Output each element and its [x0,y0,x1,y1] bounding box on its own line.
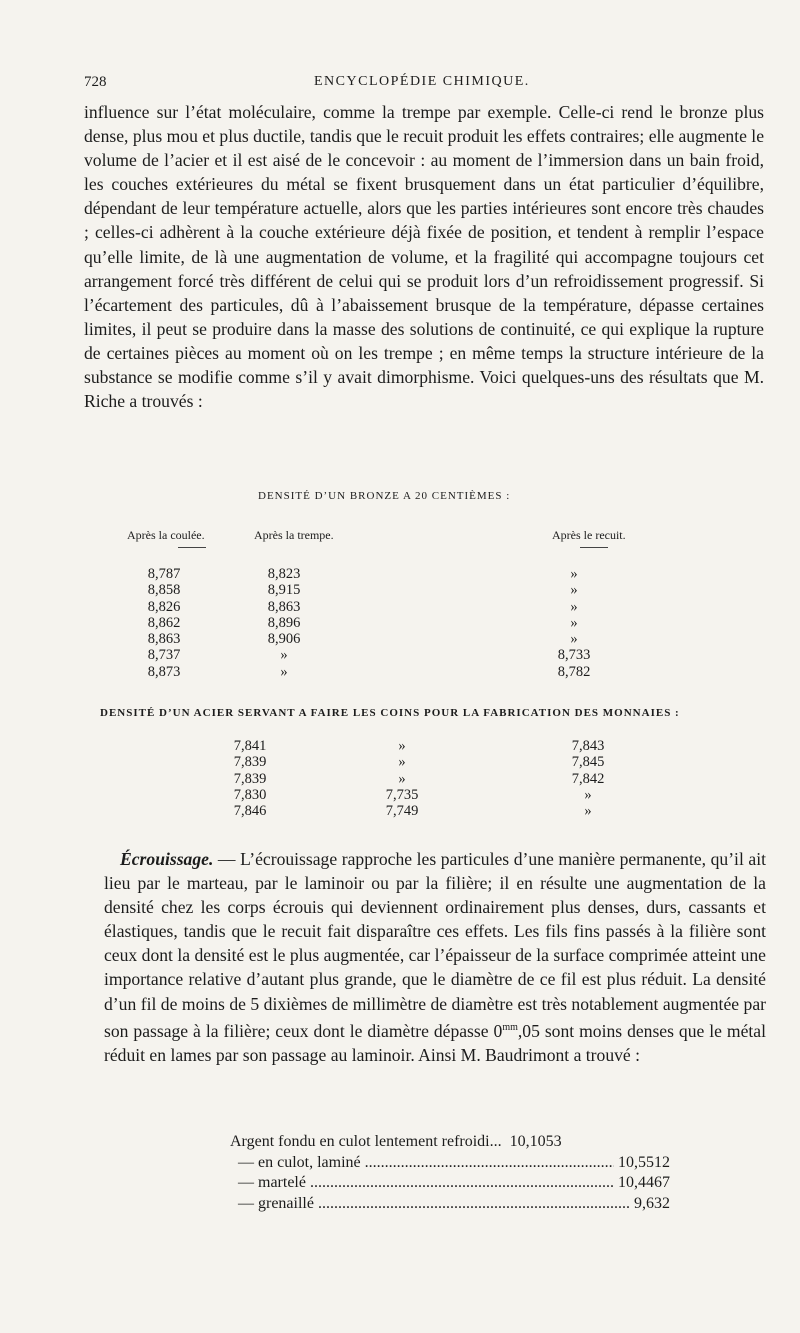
paragraph-text: — L’écrouissage rapproche les particules d’une manière permanente, qu’il ait lieu par le marteau, par le laminoir ou par la filière; il en résulte une augmentation de la densité chez les corps écrouis qui deviennent ordinairement plus denses, durs, cassants et élastiques, tandis que le recuit fait disparaître ces effets. Les fils fins passés à la filière sont ceux dont la densité est le plus augmentée, car l’épaisseur de la surface comprimée atteint une importance relative d’autant plus grande, que le diamètre de ce fil est plus réduit. La densité d’un fil de moins de 5 dixièmes de millimètre de diamètre est très notablement augmentée par son passage à la filière; ceux dont le diamètre dépasse 0 [104,849,766,1041]
table-cell: 8,915 [267,582,301,599]
entry-value: 10,5512 [618,1153,670,1171]
table-cell: 7,830 [233,786,267,803]
unit-superscript: mm [502,1021,518,1033]
entry-label: — en culot, laminé [238,1153,361,1171]
table-bronze-col-coulee [120,566,208,680]
table-cell: 8,787 [147,566,181,582]
entry-value: 9,632 [634,1194,670,1212]
table-cell: » [398,754,406,771]
table-acier-col3 [548,738,628,819]
entry-value: 10,1053 [509,1133,562,1150]
table-cell: » [280,663,288,680]
table-cell: 8,782 [557,663,591,680]
table-cell: 8,733 [557,647,591,664]
table-cell: 7,735 [385,786,419,803]
col-header-trempe: Après la trempe. [254,528,334,542]
table-cell: » [570,582,578,599]
table-cell: » [570,598,578,615]
table-cell: » [584,803,592,820]
paragraph-ecrouissage [104,847,766,1067]
list-item [230,1153,670,1174]
page-number: 728 [84,74,107,90]
paragraph-text: ,05 sont moins denses que le métal réduit en lames par son passage au laminoir. Ainsi M. Baudrimont a trouvé : [104,1020,767,1065]
dot-leader [318,1194,630,1215]
table-bronze-title: DENSITÉ D’UN BRONZE A 20 CENTIÈMES : [258,490,511,502]
entry-label: — martelé [238,1174,306,1191]
table-cell: 8,862 [147,614,181,631]
dot-leader [310,1173,614,1194]
table-cell: 8,863 [147,631,181,648]
col-header-recuit: Après le recuit. [552,528,626,542]
table-cell: » [570,566,578,582]
col-header-coulee: Après la coulée. [127,528,205,542]
entry-label: Argent fondu en culot lentement refroidi... [230,1133,502,1150]
density-list [230,1132,670,1214]
table-cell: » [584,786,592,803]
table-cell: 8,906 [267,631,301,648]
table-bronze-col-trempe [240,566,328,680]
table-cell: 7,839 [233,770,267,787]
header-rule [580,547,608,548]
dot-leader [365,1153,614,1174]
table-cell: 7,841 [233,738,267,754]
list-item [230,1132,670,1153]
table-cell: 7,845 [571,754,605,771]
page-header [84,74,764,96]
table-acier-col1 [210,738,290,819]
table-cell: 8,737 [147,647,181,664]
table-cell: 7,843 [571,738,605,754]
table-bronze-col-recuit [530,566,618,680]
table-acier-col2 [362,738,442,819]
header-rule [178,547,206,548]
table-cell: » [398,770,406,787]
table-cell: 8,826 [147,598,181,615]
table-cell: » [570,631,578,648]
table-cell: 7,839 [233,754,267,771]
table-cell: 7,749 [385,803,419,820]
running-title: ENCYCLOPÉDIE CHIMIQUE. [314,74,530,89]
list-item [230,1194,670,1215]
table-cell: 8,896 [267,614,301,631]
table-cell: » [280,647,288,664]
table-cell: 8,823 [267,566,301,582]
entry-label: — grenaillé [238,1194,314,1212]
table-cell: 8,873 [147,663,181,680]
table-cell: 8,863 [267,598,301,615]
table-cell: » [570,614,578,631]
table-acier-title: DENSITÉ D’UN ACIER SERVANT A FAIRE LES COINS POUR LA FABRICATION DES MONNAIES : [100,707,680,719]
entry-value: 10,4467 [618,1174,670,1191]
table-cell: 7,842 [571,770,605,787]
table-cell: » [398,738,406,754]
section-heading: Écrouissage. [120,849,214,869]
paragraph-trempe: influence sur l’état moléculaire, comme la trempe par exemple. Celle-ci rend le bronze plus dense, plus mou et plus ductile, tandis que le recuit produit les effets contraires; elle augmente le volume de l’acier et il est aisé de le concevoir : au moment de l’immersion dans un bain froid, les couches extérieures du métal se fixent brusquement dans un état particulier d’équilibre, dépendant de leur température actuelle, alors que les parties intérieures sont encore très chaudes ; celles-ci adhèrent à la couche extérieure déjà fixée de position, et tendent à remplir l’espace qu’elle limite, de là une augmentation de volume, et la fragilité qui accompagne toujours cet arrangement forcé très différent de celui qui se produit lors d’un refroidissement progressif. Si l’écartement des particules, dû à l’abaissement brusque de la température, dépasse certaines limites, il peut se produire dans la masse des solutions de continuité, ce qui explique la rupture de certaines pièces au moment où on les trempe ; en même temps la structure intérieure de la substance se modifie comme s’il y avait dimorphisme. Voici quelques-uns des résultats que M. Riche a trouvés : [84,102,764,412]
table-cell: 7,846 [233,803,267,820]
table-cell: 8,858 [147,582,181,599]
list-item [230,1173,670,1194]
